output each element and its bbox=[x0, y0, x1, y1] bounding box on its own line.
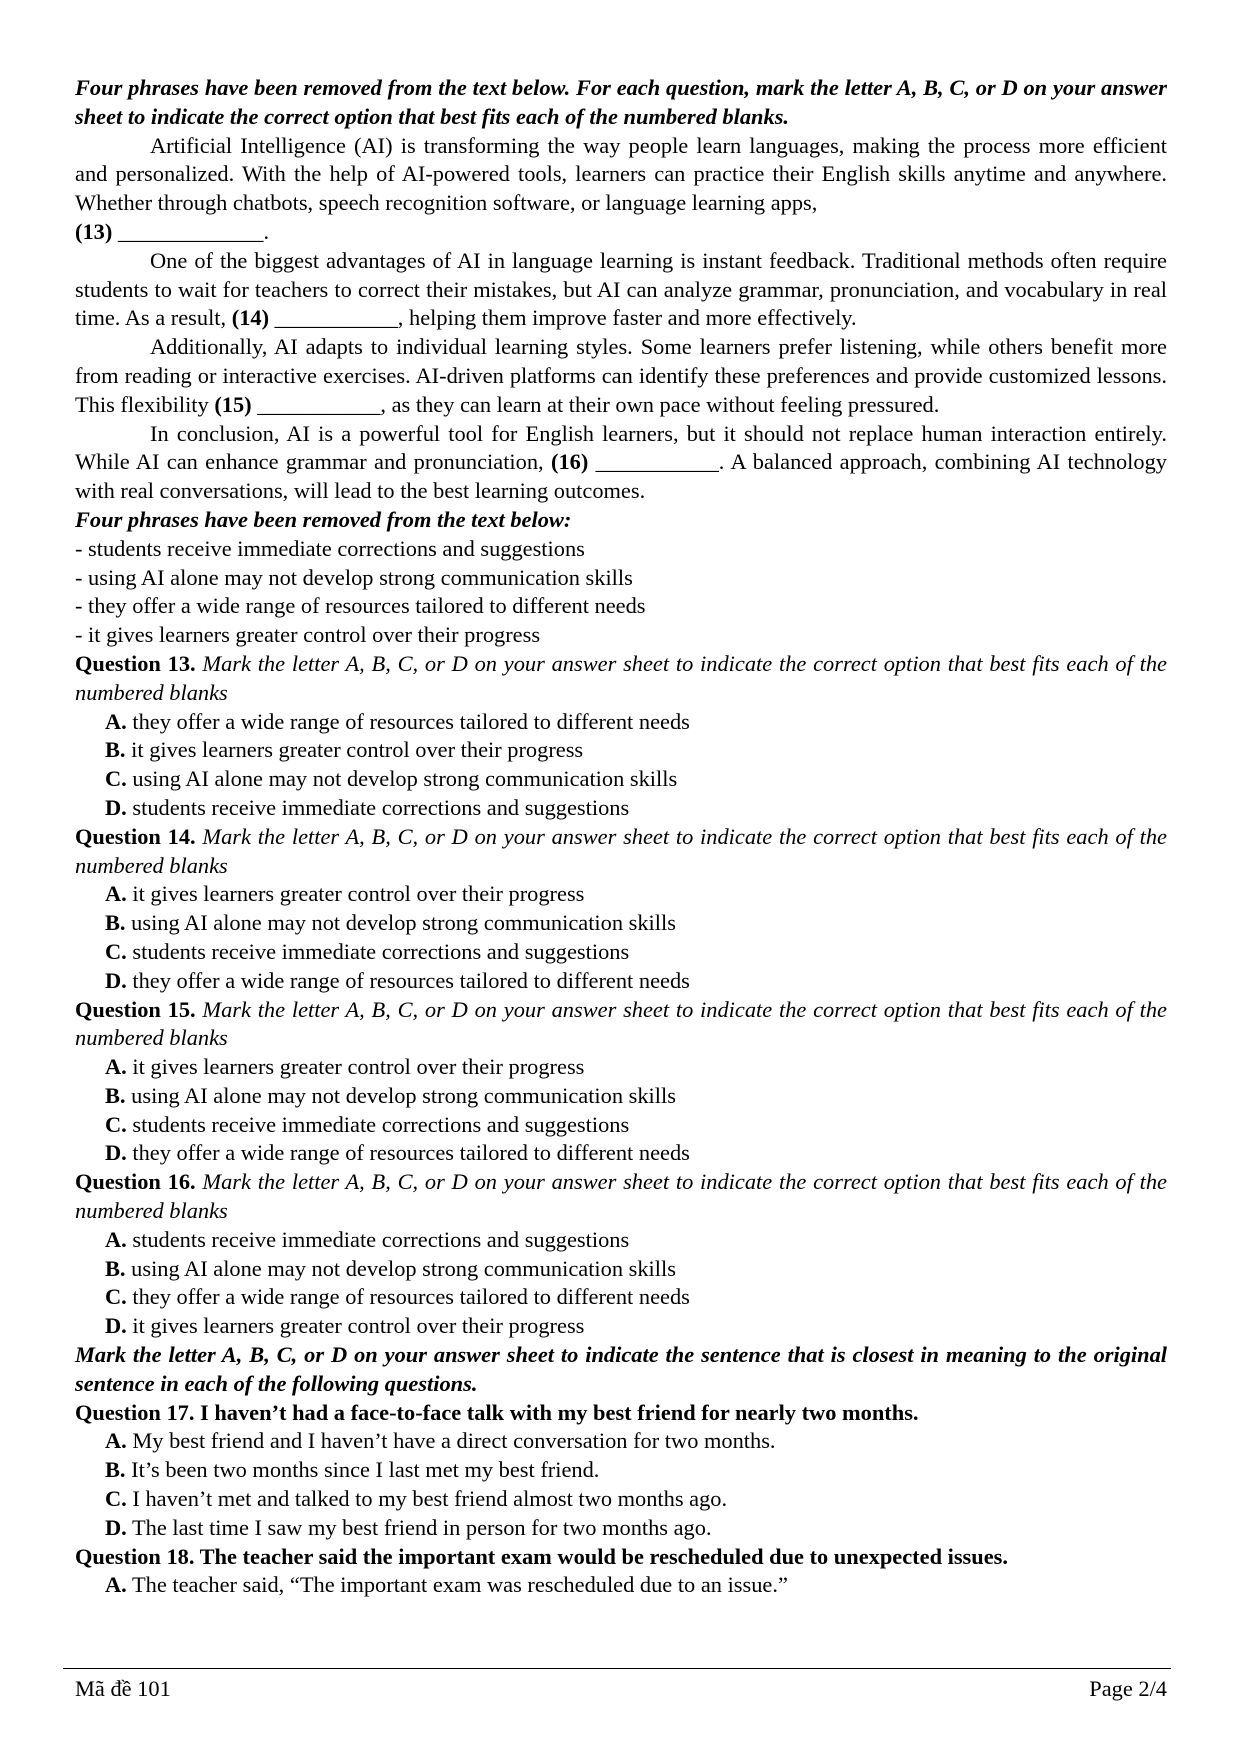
question-instruction: Mark the letter A, B, C, or D on your answer sheet to indicate the correct option that best fits each of the numbered blanks bbox=[75, 650, 1167, 705]
option-text: using AI alone may not develop strong communication skills bbox=[132, 766, 678, 792]
option-d[interactable] bbox=[75, 1514, 1167, 1543]
passage-paragraph-4 bbox=[75, 420, 1167, 506]
option-letter: C. bbox=[105, 766, 127, 792]
option-text: The last time I saw my best friend in person for two months ago. bbox=[131, 1514, 712, 1540]
option-letter: A. bbox=[105, 1226, 127, 1252]
passage-text: One of the biggest advantages of AI in language learning is instant feedback. Traditional methods often require students to wait for teachers to correct their mistakes, but AI can analyze grammar, pronunciation, and vocabulary in real time. As a result, bbox=[75, 247, 1167, 331]
option-letter: D. bbox=[105, 967, 127, 993]
option-text: My best friend and I haven’t have a direct conversation for two months. bbox=[132, 1428, 776, 1454]
option-letter: B. bbox=[105, 1457, 126, 1483]
option-b[interactable] bbox=[75, 909, 1167, 938]
option-text: they offer a wide range of resources tailored to different needs bbox=[132, 708, 690, 734]
question-instruction: Mark the letter A, B, C, or D on your answer sheet to indicate the correct option that best fits each of the numbered blanks bbox=[75, 823, 1167, 878]
option-text: using AI alone may not develop strong communication skills bbox=[131, 1082, 676, 1108]
blank-14: (14) bbox=[231, 305, 270, 331]
option-b[interactable] bbox=[75, 736, 1167, 765]
option-letter: A. bbox=[105, 708, 127, 734]
option-a[interactable] bbox=[75, 1226, 1167, 1255]
question-label: Question 14. bbox=[75, 823, 196, 849]
option-letter: D. bbox=[105, 794, 127, 820]
passage-paragraph-2 bbox=[75, 247, 1167, 333]
option-d[interactable] bbox=[75, 967, 1167, 996]
option-text: The teacher said, “The important exam was rescheduled due to an issue.” bbox=[131, 1572, 788, 1598]
option-letter: C. bbox=[105, 1111, 127, 1137]
option-b[interactable] bbox=[75, 1456, 1167, 1485]
question-14 bbox=[75, 823, 1167, 881]
option-text: they offer a wide range of resources tailored to different needs bbox=[132, 967, 690, 993]
option-c[interactable] bbox=[75, 765, 1167, 794]
option-c[interactable] bbox=[75, 1283, 1167, 1312]
option-letter: B. bbox=[105, 1082, 126, 1108]
option-letter: A. bbox=[105, 881, 127, 907]
question-13 bbox=[75, 650, 1167, 708]
option-c[interactable] bbox=[75, 1485, 1167, 1514]
page-footer bbox=[63, 1668, 1171, 1703]
option-a[interactable] bbox=[75, 880, 1167, 909]
option-d[interactable] bbox=[75, 1139, 1167, 1168]
removed-phrase: - they offer a wide range of resources tailored to different needs bbox=[75, 593, 646, 619]
option-a[interactable] bbox=[75, 1427, 1167, 1456]
exam-code: Mã đề 101 bbox=[75, 1676, 171, 1701]
option-letter: B. bbox=[105, 910, 126, 936]
page-number: Page 2/4 bbox=[1089, 1676, 1167, 1701]
question-instruction: Mark the letter A, B, C, or D on your answer sheet to indicate the correct option that best fits each of the numbered blanks bbox=[75, 996, 1167, 1051]
passage-paragraph-3 bbox=[75, 333, 1167, 419]
removed-phrase: - students receive immediate corrections and suggestions bbox=[75, 535, 585, 561]
option-text: it gives learners greater control over their progress bbox=[132, 1054, 585, 1080]
passage-text: ___________. A balanced approach, combining AI technology with real conversations, will lead to the best learning outcomes. bbox=[75, 449, 1167, 504]
exam-page bbox=[75, 74, 1167, 1600]
option-c[interactable] bbox=[75, 1111, 1167, 1140]
passage-text: ___________, helping them improve faster and more effectively. bbox=[274, 305, 857, 331]
option-text: using AI alone may not develop strong communication skills bbox=[131, 910, 676, 936]
question-instruction: Mark the letter A, B, C, or D on your answer sheet to indicate the correct option that best fits each of the numbered blanks bbox=[75, 1169, 1167, 1224]
question-17: Question 17. I haven’t had a face-to-face talk with my best friend for nearly two months. bbox=[75, 1399, 919, 1425]
option-letter: A. bbox=[105, 1428, 127, 1454]
option-text: students receive immediate corrections and suggestions bbox=[132, 794, 630, 820]
option-text: they offer a wide range of resources tailored to different needs bbox=[132, 1284, 690, 1310]
option-letter: A. bbox=[105, 1572, 127, 1598]
question-16 bbox=[75, 1168, 1167, 1226]
option-text: it gives learners greater control over their progress bbox=[132, 1313, 585, 1339]
passage-text: ___________, as they can learn at their own pace without feeling pressured. bbox=[257, 391, 940, 417]
option-text: It’s been two months since I last met my best friend. bbox=[131, 1457, 600, 1483]
passage-paragraph-1 bbox=[75, 132, 1167, 247]
blank-line: _____________. bbox=[117, 218, 270, 244]
instruction-1: Four phrases have been removed from the text below. For each question, mark the letter A, B, C, or D on your answer sheet to indicate the correct option that best fits each of the numbered blanks. bbox=[75, 75, 1167, 129]
blank-15: (15) bbox=[214, 391, 252, 417]
option-letter: C. bbox=[105, 1486, 127, 1512]
option-text: they offer a wide range of resources tailored to different needs bbox=[132, 1140, 690, 1166]
instruction-2: Mark the letter A, B, C, or D on your answer sheet to indicate the sentence that is closest in meaning to the original sentence in each of the following questions. bbox=[75, 1342, 1167, 1396]
option-text: it gives learners greater control over their progress bbox=[131, 737, 584, 763]
option-letter: D. bbox=[105, 1313, 127, 1339]
option-letter: B. bbox=[105, 737, 126, 763]
option-letter: C. bbox=[105, 1284, 127, 1310]
option-b[interactable] bbox=[75, 1082, 1167, 1111]
option-letter: D. bbox=[105, 1514, 127, 1540]
option-letter: B. bbox=[105, 1255, 126, 1281]
option-a[interactable] bbox=[75, 708, 1167, 737]
option-a[interactable] bbox=[75, 1053, 1167, 1082]
option-text: students receive immediate corrections and suggestions bbox=[132, 1111, 630, 1137]
option-d[interactable] bbox=[75, 794, 1167, 823]
removed-phrase: - it gives learners greater control over their progress bbox=[75, 622, 541, 648]
option-d[interactable] bbox=[75, 1312, 1167, 1341]
blank-16: (16) bbox=[551, 449, 589, 475]
question-label: Question 13. bbox=[75, 650, 196, 676]
removed-phrase: - using AI alone may not develop strong communication skills bbox=[75, 564, 633, 590]
question-label: Question 16. bbox=[75, 1169, 196, 1195]
passage-text: Artificial Intelligence (AI) is transforming the way people learn languages, making the process more efficient and personalized. With the help of AI-powered tools, learners can practice their English skills anytime and anywhere. Whether through chatbots, speech recognition software, or language learning apps, bbox=[75, 132, 1167, 216]
passage-text: In conclusion, AI is a powerful tool for English learners, but it should not replace human interaction entirely. While AI can enhance grammar and pronunciation, bbox=[75, 420, 1167, 475]
blank-13: (13) bbox=[75, 218, 113, 244]
question-label: Question 15. bbox=[75, 996, 196, 1022]
question-18: Question 18. The teacher said the important exam would be rescheduled due to unexpected issues. bbox=[75, 1543, 1008, 1569]
option-text: it gives learners greater control over their progress bbox=[132, 881, 585, 907]
option-letter: C. bbox=[105, 938, 127, 964]
option-b[interactable] bbox=[75, 1255, 1167, 1284]
question-15 bbox=[75, 996, 1167, 1054]
option-c[interactable] bbox=[75, 938, 1167, 967]
option-letter: A. bbox=[105, 1054, 127, 1080]
option-a[interactable] bbox=[75, 1571, 1167, 1600]
removed-phrases-heading: Four phrases have been removed from the text below: bbox=[75, 506, 572, 532]
option-text: I haven’t met and talked to my best friend almost two months ago. bbox=[132, 1486, 728, 1512]
option-text: using AI alone may not develop strong communication skills bbox=[131, 1255, 676, 1281]
option-text: students receive immediate corrections and suggestions bbox=[132, 938, 630, 964]
passage-text: Additionally, AI adapts to individual learning styles. Some learners prefer listening, while others benefit more from reading or interactive exercises. AI-driven platforms can identify these preferences and provide customized lessons. This flexibility bbox=[75, 334, 1167, 417]
option-letter: D. bbox=[105, 1140, 127, 1166]
option-text: students receive immediate corrections and suggestions bbox=[132, 1226, 630, 1252]
